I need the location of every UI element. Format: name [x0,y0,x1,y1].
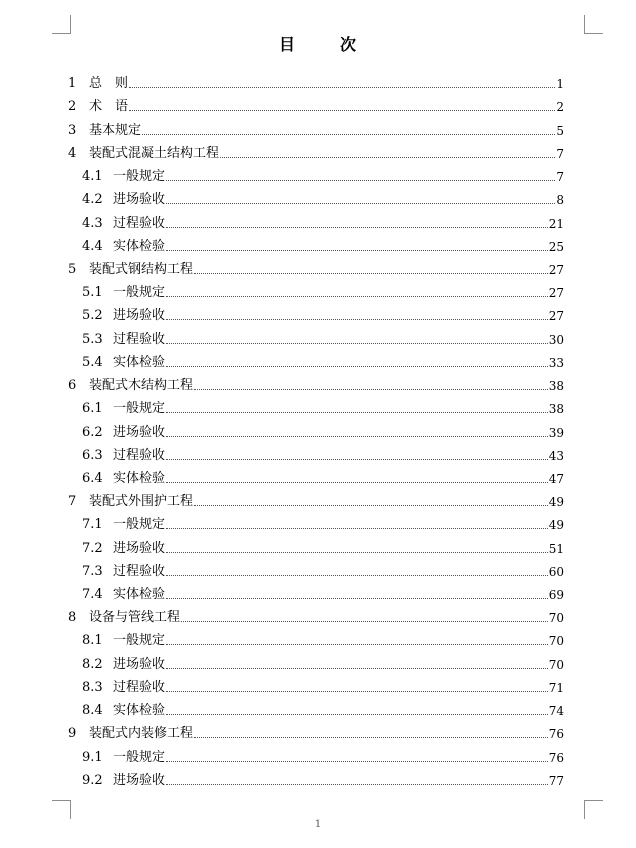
toc-entry-number: 7.1 [82,517,103,533]
toc-entry[interactable] [68,208,564,231]
toc-entry[interactable] [68,510,564,533]
toc-entry-page: 2 [556,100,564,115]
toc-entry[interactable] [68,696,564,719]
toc-entry-label: 过程验收 [113,331,166,347]
toc-entry[interactable] [68,464,564,487]
toc-entry-label: 术 语 [89,99,129,115]
toc-entry-page: 5 [556,123,564,138]
dot-leader [166,761,548,762]
dot-leader [166,180,555,181]
dot-leader [142,134,555,135]
toc-entry-page: 76 [548,727,564,742]
toc-entry-page: 60 [548,564,564,579]
toc-entry[interactable] [68,766,564,789]
toc-entry-number: 5.4 [82,354,103,370]
dot-leader [166,227,548,228]
toc-entry-label: 一般规定 [113,633,166,649]
toc-entry-label: 一般规定 [113,169,166,185]
toc-entry[interactable] [68,324,564,347]
toc-entry-number: 9.1 [82,749,103,765]
toc-entry-label: 实体检验 [113,354,166,370]
toc-entry[interactable] [68,162,564,185]
toc-entry-number: 4.3 [82,215,103,231]
page-number: 1 [314,819,322,830]
dot-leader [166,436,548,437]
toc-entry-number: 1 [68,76,77,92]
dot-leader [166,552,548,553]
toc-entry-number: 8.1 [82,633,103,649]
toc-entry-page: 21 [548,216,564,231]
toc-entry-page: 70 [548,634,564,649]
toc-entry-number: 6.3 [82,447,103,463]
dot-leader [166,691,548,692]
toc-entry-page: 76 [548,750,564,765]
toc-entry-page: 49 [548,518,564,533]
dot-leader [129,87,555,88]
toc-entry-page: 69 [548,588,564,603]
toc-entry[interactable] [68,533,564,556]
toc-entry[interactable] [68,232,564,255]
toc-entry-label: 装配式混凝土结构工程 [89,145,220,161]
toc-entry[interactable] [68,719,564,742]
title-char-2: 次 [340,35,358,54]
toc-entry-page: 25 [548,239,564,254]
toc-entry-label: 进场验收 [113,656,166,672]
dot-leader [166,598,548,599]
toc-entry[interactable] [68,255,564,278]
toc-entry[interactable] [68,278,564,301]
dot-leader [166,528,548,529]
toc-entry-label: 一般规定 [113,749,166,765]
toc-entry-number: 4.4 [82,238,103,254]
toc-entry-page: 43 [548,448,564,463]
toc-entry-page: 49 [548,495,564,510]
dot-leader [166,714,548,715]
dot-leader [181,621,548,622]
toc-entry[interactable] [68,580,564,603]
toc-entry[interactable] [68,417,564,440]
toc-entry-number: 6.2 [82,424,103,440]
dot-leader [194,389,548,390]
toc-entry-number: 4.1 [82,169,103,185]
toc-entry-number: 9 [68,726,77,742]
dot-leader [220,157,555,158]
crop-mark-bottom-right [584,800,603,819]
title-char-1: 目 [278,35,296,54]
toc-entry-page: 27 [548,262,564,277]
toc-entry-label: 装配式内装修工程 [89,726,194,742]
toc-entry-label: 装配式木结构工程 [89,378,194,394]
toc-entry-page: 38 [548,402,564,417]
toc-entry-page: 8 [556,193,564,208]
table-of-contents [68,69,564,789]
toc-entry-label: 一般规定 [113,285,166,301]
dot-leader [166,343,548,344]
toc-entry[interactable] [68,69,564,92]
toc-entry-number: 8.2 [82,656,103,672]
toc-entry-number: 4.2 [82,192,103,208]
dot-leader [166,366,548,367]
dot-leader [166,644,548,645]
toc-entry-label: 进场验收 [113,540,166,556]
toc-entry-page: 7 [556,170,564,185]
dot-leader [166,319,548,320]
toc-entry[interactable] [68,673,564,696]
toc-entry-label: 进场验收 [113,192,166,208]
toc-entry-number: 7 [68,494,77,510]
toc-entry-number: 7.4 [82,587,103,603]
toc-entry-page: 38 [548,379,564,394]
toc-entry-label: 进场验收 [113,772,166,788]
toc-entry-page: 77 [548,773,564,788]
toc-entry-number: 8.4 [82,703,103,719]
toc-entry-label: 进场验收 [113,308,166,324]
page-title [0,32,636,55]
toc-entry-number: 7.2 [82,540,103,556]
toc-entry-number: 7.3 [82,563,103,579]
toc-entry-label: 过程验收 [113,447,166,463]
toc-entry[interactable] [68,115,564,138]
toc-entry[interactable] [68,92,564,115]
toc-entry-label: 设备与管线工程 [89,610,181,626]
toc-entry-number: 9.2 [82,772,103,788]
toc-entry-page: 27 [548,286,564,301]
toc-entry-number: 5.3 [82,331,103,347]
dot-leader [166,459,548,460]
dot-leader [166,668,548,669]
toc-entry-page: 70 [548,611,564,626]
toc-entry-page: 51 [548,541,564,556]
toc-entry-page: 7 [556,146,564,161]
toc-entry-label: 装配式钢结构工程 [89,261,194,277]
toc-entry-number: 5.1 [82,285,103,301]
toc-entry-page: 1 [556,77,564,92]
toc-entry-label: 总 则 [89,76,129,92]
toc-entry[interactable] [68,441,564,464]
toc-entry-label: 实体检验 [113,470,166,486]
toc-entry-page: 71 [548,680,564,695]
toc-entry-page: 33 [548,355,564,370]
toc-entry-page: 70 [548,657,564,672]
toc-entry-number: 4 [68,145,77,161]
toc-entry-number: 5.2 [82,308,103,324]
toc-entry[interactable] [68,139,564,162]
dot-leader [166,296,548,297]
dot-leader [194,273,548,274]
toc-entry[interactable] [68,394,564,417]
toc-entry-label: 实体检验 [113,587,166,603]
toc-entry[interactable] [68,557,564,580]
toc-entry[interactable] [68,348,564,371]
toc-entry-number: 6 [68,378,77,394]
toc-entry-label: 过程验收 [113,679,166,695]
toc-entry[interactable] [68,649,564,672]
dot-leader [166,412,548,413]
toc-entry[interactable] [68,603,564,626]
toc-entry-label: 基本规定 [89,122,142,138]
toc-entry-page: 27 [548,309,564,324]
toc-entry[interactable] [68,301,564,324]
dot-leader [129,110,555,111]
toc-entry-label: 过程验收 [113,563,166,579]
toc-entry-number: 6.1 [82,401,103,417]
crop-mark-bottom-left [52,800,71,819]
dot-leader [194,737,548,738]
toc-entry-number: 8.3 [82,679,103,695]
dot-leader [166,784,548,785]
dot-leader [166,575,548,576]
dot-leader [166,203,555,204]
toc-entry-page: 39 [548,425,564,440]
toc-entry[interactable] [68,371,564,394]
toc-entry-page: 47 [548,471,564,486]
dot-leader [166,482,548,483]
toc-entry-number: 8 [68,610,77,626]
toc-entry-label: 装配式外围护工程 [89,494,194,510]
toc-entry[interactable] [68,742,564,765]
toc-entry-label: 过程验收 [113,215,166,231]
dot-leader [166,250,548,251]
toc-entry-page: 30 [548,332,564,347]
toc-entry-number: 5 [68,261,77,277]
toc-entry-label: 进场验收 [113,424,166,440]
toc-entry-number: 3 [68,122,77,138]
toc-entry-number: 6.4 [82,470,103,486]
toc-entry-label: 一般规定 [113,401,166,417]
toc-entry-label: 实体检验 [113,238,166,254]
toc-entry[interactable] [68,487,564,510]
toc-entry-label: 一般规定 [113,517,166,533]
toc-entry-number: 2 [68,99,77,115]
toc-entry[interactable] [68,626,564,649]
dot-leader [194,505,548,506]
toc-entry[interactable] [68,185,564,208]
toc-entry-label: 实体检验 [113,703,166,719]
toc-entry-page: 74 [548,704,564,719]
